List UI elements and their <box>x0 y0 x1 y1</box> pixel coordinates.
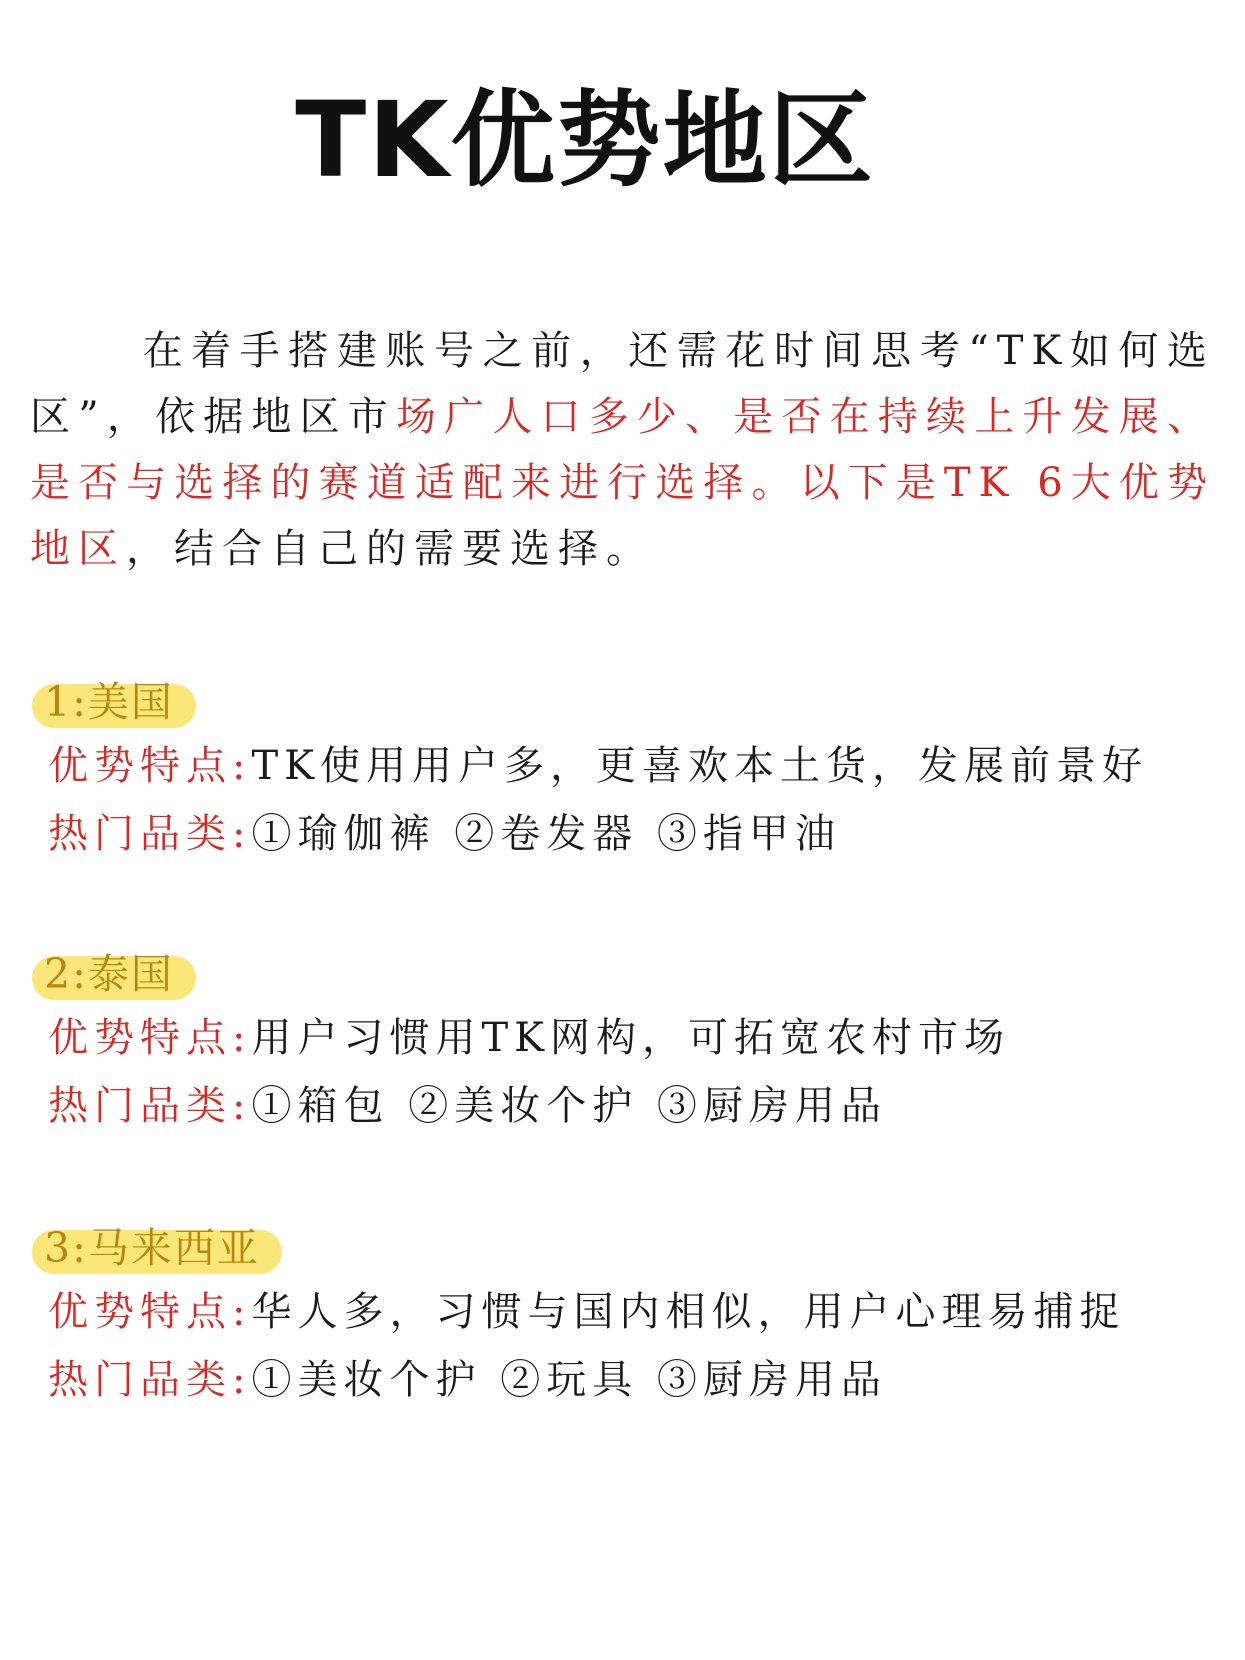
region-heading <box>40 944 196 1004</box>
categories-line <box>48 1072 1228 1140</box>
intro-paragraph <box>30 318 1215 582</box>
features-line <box>48 1004 1228 1072</box>
region-section-usa <box>44 672 1228 868</box>
intro-text: 在着手搭建账号之前，还需花时间思考“TK如何选区”，依据地区市 <box>30 328 1215 440</box>
intro-closing-text: ，结合自己的需要选择。 <box>126 526 654 572</box>
categories-label: 热门品类: <box>48 811 252 857</box>
categories-line <box>48 1346 1228 1414</box>
region-section-malaysia <box>44 1218 1228 1414</box>
features-label: 优势特点: <box>48 743 252 789</box>
categories-text: ①美妆个护 ②玩具 ③厨房用品 <box>251 1357 887 1403</box>
categories-text: ①箱包 ②美妆个护 ③厨房用品 <box>251 1083 887 1129</box>
region-heading-text: 2:泰国 <box>44 950 174 998</box>
region-heading-text: 3:马来西亚 <box>44 1224 260 1272</box>
features-text: 华人多，习惯与国内相似，用户心理易捕捉 <box>251 1289 1126 1335</box>
features-label: 优势特点: <box>48 1015 252 1061</box>
features-text: 用户习惯用TK网构，可拓宽农村市场 <box>251 1015 1011 1061</box>
region-heading-text: 1:美国 <box>44 678 174 726</box>
categories-line <box>48 800 1228 868</box>
categories-text: ①瑜伽裤 ②卷发器 ③指甲油 <box>251 811 841 857</box>
features-text: TK使用用户多，更喜欢本土货，发展前景好 <box>251 743 1149 789</box>
features-line <box>48 732 1228 800</box>
categories-label: 热门品类: <box>48 1357 252 1403</box>
categories-label: 热门品类: <box>48 1083 252 1129</box>
features-label: 优势特点: <box>48 1289 252 1335</box>
region-heading <box>40 1218 282 1278</box>
intro-highlight-text: 场广人口多少、是否在持续上升发展、是否与选择的赛道适配来进行选择。以下是TK 6大优势地区 <box>30 394 1215 572</box>
features-line <box>48 1278 1228 1346</box>
region-section-thailand <box>44 944 1228 1140</box>
region-heading <box>40 672 196 732</box>
page-title: TK优势地区 <box>295 79 875 201</box>
